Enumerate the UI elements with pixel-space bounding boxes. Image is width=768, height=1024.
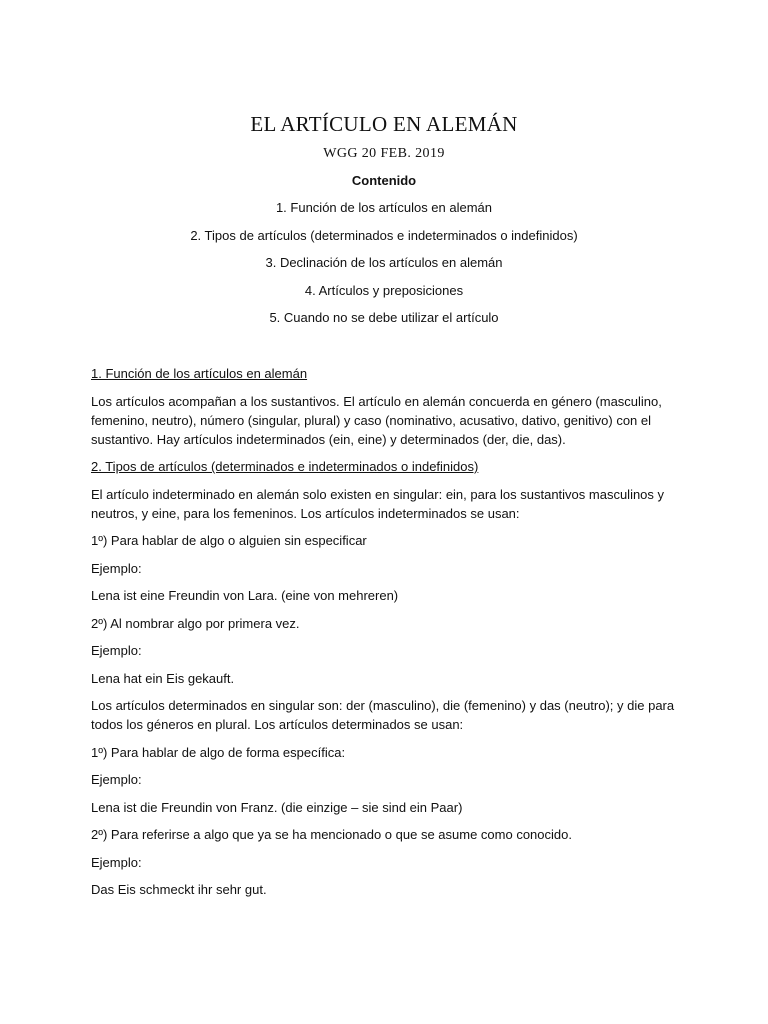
example-label: Ejemplo: bbox=[91, 560, 142, 576]
section-heading-2: 2. Tipos de artículos (determinados e indeterminados o indefinidos) bbox=[91, 459, 479, 474]
toc-item: 5. Cuando no se debe utilizar el artículo bbox=[269, 310, 499, 325]
definite-use-1: 1º) Para hablar de algo de forma específica: bbox=[91, 744, 346, 760]
indefinite-example-1: Lena ist eine Freundin von Lara. (eine von mehreren) bbox=[91, 588, 399, 603]
definite-example-2: Das Eis schmeckt ihr sehr gut. bbox=[91, 882, 267, 897]
definite-use-2: 2º) Para referirse a algo que ya se ha mencionado o que se asume como conocido. bbox=[91, 827, 572, 842]
definite-intro-paragraph: Los artículos determinados en singular son: der (masculino), die (femenino) y das (neutro); y die para todos los géneros en plural. Los artículos determinados se usan: bbox=[91, 698, 675, 732]
section-1-paragraph: Los artículos acompañan a los sustantivos. El artículo en alemán concuerda en género (masculino, femenino, neutro), número (singular, plural) y caso (nominativo, acusativo, dativo, genitivo) con el sustantivo. Hay artículos indeterminados (ein, eine) y determinados (der, die, das). bbox=[91, 393, 662, 447]
indefinite-intro-paragraph: El artículo indeterminado en alemán solo existen en singular: ein, para los sustantivos masculinos y neutros, y eine, para los femeninos. Los artículos indeterminados se usan: bbox=[91, 486, 665, 521]
example-label: Ejemplo: bbox=[91, 643, 142, 658]
toc-heading: Contenido bbox=[351, 173, 417, 188]
toc-item: 1. Función de los artículos en alemán bbox=[275, 200, 493, 215]
indefinite-use-2: 2º) Al nombrar algo por primera vez. bbox=[91, 615, 300, 631]
indefinite-use-1: 1º) Para hablar de algo o alguien sin especificar bbox=[91, 533, 367, 548]
document-title: EL ARTÍCULO EN ALEMÁN bbox=[250, 112, 518, 136]
toc-item: 4. Artículos y preposiciones bbox=[304, 283, 464, 298]
section-heading-1: 1. Función de los artículos en alemán bbox=[91, 366, 308, 381]
toc-item: 2. Tipos de artículos (determinados e indeterminados o indefinidos) bbox=[190, 228, 578, 243]
example-label: Ejemplo: bbox=[91, 854, 142, 870]
document-body bbox=[91, 364, 681, 908]
example-label: Ejemplo: bbox=[91, 772, 142, 787]
toc-item: 3. Declinación de los artículos en alemán bbox=[265, 255, 503, 270]
document-subtitle: WGG 20 FEB. 2019 bbox=[323, 146, 445, 161]
definite-example-1: Lena ist die Freundin von Franz. (die einzige – sie sind ein Paar) bbox=[91, 799, 463, 815]
indefinite-example-2: Lena hat ein Eis gekauft. bbox=[91, 670, 235, 686]
